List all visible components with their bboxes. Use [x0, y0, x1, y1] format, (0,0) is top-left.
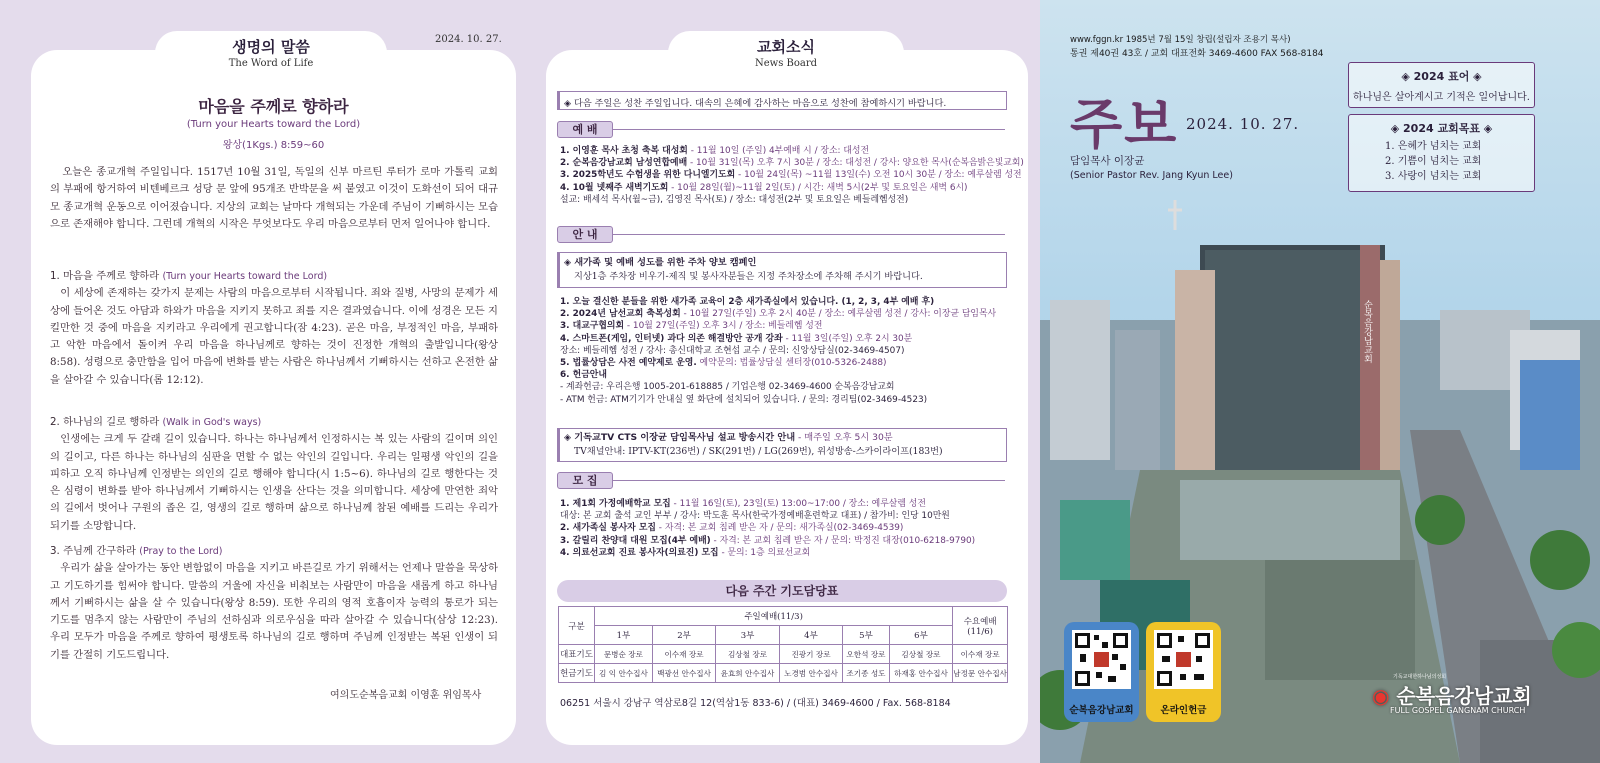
prayer-cell: 조기종 성도 [843, 664, 889, 683]
wed-group-date: (11/6) [967, 626, 993, 637]
service-header: 5부 [843, 626, 889, 645]
prayer-row [559, 645, 1008, 664]
parking-title: ◈ 새가족 및 예배 성도를 위한 주차 양보 캠페인 [564, 257, 757, 268]
offering-qr-card[interactable] [1146, 622, 1221, 722]
prayer-table-header-row [559, 607, 1008, 626]
prayer-cell: 남정문 안수집사 [953, 664, 1008, 683]
recruit-list [560, 498, 1005, 559]
prayer-cell: 이수재 장로 [953, 645, 1008, 664]
section-1-english: (Turn your Hearts toward the Lord) [162, 271, 328, 282]
communion-notice: ◈ 다음 주일은 성찬 주일입니다. 대속의 은혜에 감사하는 마음으로 성찬에 참예하시기 바랍니다. [557, 91, 1007, 110]
motto-box [1348, 62, 1535, 108]
list-item-title: 4. 10월 넷째주 새벽기도회 [560, 182, 669, 193]
church-logo-english: FULL GOSPEL GANGNAM CHURCH [1390, 706, 1526, 715]
wed-group-label: 수요예배 [963, 616, 997, 627]
prayer-cell: 오한석 장로 [843, 645, 889, 664]
guide-list [560, 296, 1005, 406]
prayer-cell: 하재홍 안수집사 [889, 664, 953, 683]
guide-divider [613, 234, 1005, 235]
list-item-title: 1. 이영훈 목사 초청 축복 대성회 [560, 146, 688, 156]
cover-issue-line: 통권 제40권 43호 / 교회 대표전화 3469-4600 FAX 568-8184 [1070, 49, 1324, 59]
prayer-table-body [559, 645, 1008, 683]
cover-date: 2024. 10. 27. [1186, 115, 1300, 133]
prayer-services-row [559, 626, 1008, 645]
section-3-body: 우리가 삶을 살아가는 동안 변함없이 마음을 지키고 바른길로 가기 위해서는 언제나 말씀을 묵상하고 기도하기를 힘써야 합니다. 말씀의 거울에 자신을 비춰보는 사람만이 마음을 새롭게 하고 하나님께서 기뻐하시는 삶을 살 수 있습니다(왕상 8:59). 또한 우리의 영적 호흡이자 능력의 통로가 되는 기도를 멈추지 않는 사람만이 주님의 선하심과 의로우심을 따라 살아갈 수 있습니다(삼상 12:23). 우리 모두가 마음을 주께로 향하여 평생토록 하나님의 길로 행하며 주님께 인정받는 복된 인생이 되기를 간절히 기도드립니다. [50, 562, 498, 661]
section-2-body: 인생에는 크게 두 갈래 길이 있습니다. 하나는 하나님께서 인정하시는 복 있는 사람의 길이며 의인의 길이고, 다른 하나는 하나님의 심판을 면할 수 없는 악인의 길입니다. 우리는 일평생 악인의 길을 피하고 오직 하나님께 인정받는 의인의 길로 행해야 합니다(시 1:5~6). 하나님의 길로 행한다는 것은 심령이 변화를 받아 하나님께서 기뻐하시는 인생을 산다는 것을 의미합니다. 세상에 만연한 죄악의 길에서 벗어나 구원의 좁은 길, 영생의 길로 행하며 삶으로 하나님께 참된 예배를 드리는 우리가 되기를 소망합니다. [50, 433, 498, 532]
list-item [560, 345, 1005, 357]
prayer-cell: 진광기 장로 [779, 645, 842, 664]
list-item-detail: 설교: 배세석 목사(월~금), 김영진 목사(토) / 장소: 대성전(2부 및 토요일은 베들레헴성전) [560, 194, 909, 205]
list-item [560, 394, 1005, 406]
sermon-signature: 여의도순복음교회 이영훈 위임목사 [330, 690, 482, 701]
news-tab-title: 교회소식 [757, 38, 815, 56]
list-item-title: 2. 2024년 남선교회 축복성회 [560, 309, 681, 320]
church-logo [1372, 680, 1532, 709]
section-3-title: 3. 주님께 간구하라 [50, 545, 136, 557]
offering-qr-code[interactable] [1154, 630, 1213, 689]
word-tab-subtitle: The Word of Life [228, 58, 314, 69]
sermon-section-2 [50, 414, 498, 535]
list-item-title: 3. 대교구협의회 [560, 321, 625, 332]
offering-qr-label: 온라인헌금 [1160, 705, 1207, 716]
list-item-title: 6. 헌금안내 [560, 370, 607, 381]
prayer-cell: 윤효희 안수집사 [716, 664, 779, 683]
list-item-title: 4. 의료선교회 진료 봉사자(의료진) 모집 [560, 547, 719, 558]
list-item-detail: 예약문의: 법률상담실 센터장(010-5326-2488) [696, 358, 887, 369]
list-item [560, 522, 1005, 534]
service-header: 3부 [716, 626, 779, 645]
prayer-cell: 노경범 안수집사 [779, 664, 842, 683]
list-item-detail: - 11월 3일(주일) 오후 2시 30분 [782, 333, 913, 344]
list-item-detail: - 계좌헌금: 우리은행 1005-201-618885 / 기업은행 02-3469-4600 순복음강남교회 [560, 382, 895, 393]
list-item [560, 547, 1005, 559]
prayer-cell: 김 익 안수집사 [595, 664, 653, 683]
list-item [560, 145, 1005, 157]
tv-title: ◈ 기독교TV CTS 이장균 담임목사님 설교 방송시간 안내 [564, 432, 796, 443]
sermon-section-3 [50, 543, 498, 664]
tv-title-line [564, 431, 1002, 445]
church-address: 06251 서울시 강남구 역삼로8길 12(역삼1동 833-6) / (대표) 3469-4600 / Fax. 568-8184 [560, 698, 951, 709]
recruit-label: 모 집 [557, 472, 613, 489]
cover-pastor: 담임목사 이장균 [1070, 155, 1145, 167]
church-qr-code[interactable] [1072, 630, 1131, 689]
motto-heading: ◈ 2024 표어 ◈ [1401, 70, 1482, 83]
denomination-text: 기독교대한하나님의성회 [1393, 674, 1447, 680]
list-item-title: 4. 스마트폰(게임, 인터넷) 과다 의존 해결방안 공개 강좌 [560, 333, 783, 344]
tv-channels: TV채널안내: IPTV-KT(236번) / SK(291번) / LG(269번), 위성방송-스카이라이프(183번) [574, 446, 943, 457]
list-item [560, 296, 1005, 308]
goals-heading: ◈ 2024 교회목표 ◈ [1390, 122, 1493, 135]
wednesday-service-group [953, 607, 1008, 645]
church-qr-card[interactable] [1064, 622, 1139, 722]
list-item [560, 369, 1005, 381]
prayer-schedule-table [558, 606, 1008, 683]
building-sign: 순복음강남교회 [1362, 300, 1372, 363]
bulletin-date: 2024. 10. 27. [435, 34, 502, 45]
list-item-detail: - 문의: 1층 의료선교회 [718, 547, 811, 558]
sermon-title: 마음을 주께로 향하라 [198, 97, 349, 116]
worship-label: 예 배 [557, 121, 613, 138]
list-item-detail: 대상: 본 교회 출석 교인 부부 / 강사: 박도훈 목사(한국가정예배훈련학교 대표) / 참가비: 인당 10만원 [560, 511, 950, 522]
sermon-intro: 오늘은 종교개혁 주일입니다. 1517년 10월 31일, 독일의 신부 마르틴 루터가 로마 가톨릭 교회의 부패에 항거하여 비텐베르크 성당 문 앞에 95개조 반박문을 써 붙였고 이것이 도화선이 되어 대규모 종교개혁 운동으로 이어졌습니다. 지상의 교회는 날마다 개혁되는 가운데 주님이 기뻐하시는 모습으로 존재해야 합니다. 그런데 개혁의 시작은 무엇보다도 우리 마음으로부터 먼저 일어나야 합니다. [50, 166, 498, 230]
section-2-title: 2. 하나님의 길로 행하라 [50, 416, 160, 428]
service-header: 2부 [652, 626, 715, 645]
list-item [560, 182, 1005, 194]
list-item [560, 510, 1005, 522]
list-item-detail: - 자격: 본 교회 침례 받은 자 / 문의: 새가족실(02-3469-4539) [655, 523, 904, 534]
prayer-cell: 김상철 장로 [889, 645, 953, 664]
list-item-title: 2. 순복음강남교회 남성연합예배 [560, 158, 688, 169]
guide-label: 안 내 [557, 226, 613, 243]
list-item-detail: - 11월 16일(토), 23일(토) 13:00~17:00 / 장소: 예루살렘 성전 [670, 499, 926, 509]
sermon-section-1 [50, 268, 498, 389]
recruit-section-header [557, 472, 1005, 489]
service-header: 6부 [889, 626, 953, 645]
list-item-title: 5. 법률상담은 사전 예약제로 운영. [560, 358, 697, 369]
section-3-heading [50, 543, 498, 560]
list-item-title: 1. 제1회 가정예배학교 모집 [560, 499, 671, 509]
church-emblem-icon: ◉ [1372, 684, 1390, 708]
sermon-subtitle: (Turn your Hearts toward the Lord) [186, 119, 361, 130]
prayer-cell: 백광선 안수집사 [652, 664, 715, 683]
section-1-body: 이 세상에 존재하는 갖가지 문제는 사람의 마음으로부터 시작됩니다. 죄와 질병, 사망의 문제가 세상에 들어온 것도 아담과 하와가 마음을 지키지 못하고 죄를 지은 결과였습니다. 이에 성경은 모든 지킬만한 것 중에 마음을 지키라고 우리에게 권고합니다(잠 4:23). 곧은 마음, 부정적인 마음, 부패하고 악한 마음에서 돌이켜 우리 마음을 하나님께로 향하는 것이 진정한 개혁의 출발입니다(왕상 8:58). 성령으로 충만함을 입어 마음에 변화를 받는 사람은 하나님께서 기뻐하시는 선하고 온전한 삶을 살아갈 수 있습니다(롬 12:12). [50, 287, 498, 386]
section-1-heading [50, 268, 498, 285]
word-of-life-tab [155, 31, 387, 71]
parking-campaign-box [557, 252, 1007, 288]
tv-time: - 매주일 오후 5시 30분 [795, 432, 893, 443]
cover-title: 주보 [1070, 93, 1179, 156]
sunday-service-group: 주일예배(11/3) [595, 607, 953, 626]
service-header: 4부 [779, 626, 842, 645]
list-item [560, 320, 1005, 332]
news-tab-subtitle: News Board [754, 58, 818, 69]
worship-list [560, 145, 1024, 206]
prayer-cell: 이수재 장로 [652, 645, 715, 664]
prayer-col-label: 구분 [559, 607, 595, 645]
church-goals-box [1348, 114, 1535, 192]
list-item [560, 194, 1005, 206]
list-item [560, 498, 1005, 510]
list-item-detail: - 10월 27일(주일) 오후 3시 / 장소: 베들레헴 성전 [624, 321, 823, 332]
tv-broadcast-box [557, 428, 1007, 462]
list-item-title: 1. 오늘 결신한 분들을 위한 새가족 교육이 2층 새가족실에서 있습니다. (1, 2, 3, 4부 예배 후) [560, 297, 935, 307]
service-header: 1부 [595, 626, 653, 645]
list-item [560, 333, 1005, 345]
list-item [560, 157, 1024, 169]
prayer-schedule-title: 다음 주간 기도담당표 [557, 580, 1007, 602]
list-item-detail: - 10월 27일(주일) 오후 2시 40분 / 장소: 예루살렘 성전 / 강사: 이장균 담임목사 [680, 309, 997, 320]
cover-website-line: www.fggn.kr 1985년 7월 15일 창립(설립자 조용기 목사) [1070, 35, 1291, 45]
sermon-reference: 왕상(1Kgs.) 8:59~60 [222, 140, 325, 151]
worship-divider [613, 129, 1005, 130]
prayer-row-label: 대표기도 [559, 645, 595, 664]
list-item [560, 308, 1005, 320]
goal-item: 1. 은혜가 넘치는 교회 [1385, 141, 1482, 152]
list-item [560, 381, 1005, 393]
prayer-cell: 문병순 장로 [595, 645, 653, 664]
section-1-title: 1. 마음을 주께로 향하라 [50, 270, 160, 282]
worship-section-header [557, 121, 1005, 138]
list-item [560, 535, 1005, 547]
cover-pastor-english: (Senior Pastor Rev. Jang Kyun Lee) [1070, 170, 1233, 181]
list-item-detail: - 10월 28일(월)~11월 2일(토) / 시간: 새벽 5시(2부 및 토요일은 새벽 6시) [668, 182, 968, 193]
list-item-detail: - ATM 헌금: ATM기기가 안내실 옆 화단에 설치되어 있습니다. / 문의: 경리팀(02-3469-4523) [560, 394, 928, 405]
parking-text: 지상1층 주차장 비우기-제직 및 봉사자분들은 지정 주차장소에 주차해 주시기 바랍니다. [574, 271, 923, 282]
motto-text: 하나님은 살아계시고 기적은 일어납니다. [1353, 92, 1530, 103]
qr-code-icon [1072, 630, 1131, 689]
section-3-english: (Pray to the Lord) [139, 546, 223, 557]
recruit-divider [613, 480, 1005, 481]
list-item-title: 2. 새가족실 봉사자 모집 [560, 523, 656, 534]
qr-code-icon [1154, 630, 1213, 689]
prayer-row [559, 664, 1008, 683]
goals-list [1349, 139, 1534, 184]
goal-item: 2. 기쁨이 넘치는 교회 [1385, 156, 1482, 167]
list-item-detail: - 11월 10일 (주일) 4부예배 시 / 장소: 대성전 [687, 146, 870, 156]
news-board-tab [668, 31, 904, 71]
list-item [560, 169, 1022, 181]
list-item-title: 3. 갈릴리 찬양대 대원 모집(4부 예배) [560, 535, 711, 546]
list-item-detail: - 10월 24일(목) ~11월 13일(수) 오전 10시 30분 / 장소: 예루살렘 성전 [735, 170, 1022, 181]
church-qr-label: 순복음강남교회 [1069, 705, 1134, 716]
list-item-detail: - 10월 31일(목) 오후 7시 30분 / 장소: 대성전 / 강사: 양요한 목사(순복음밝은빛교회) [687, 158, 1024, 169]
church-logo-text: 순복음강남교회 [1396, 684, 1532, 708]
section-2-heading [50, 414, 498, 431]
prayer-cell: 김상철 장로 [716, 645, 779, 664]
section-2-english: (Walk in God's ways) [162, 417, 262, 428]
list-item [560, 357, 1005, 369]
list-item-title: 3. 2025학년도 수험생을 위한 다니엘기도회 [560, 170, 736, 181]
goal-item: 3. 사랑이 넘치는 교회 [1385, 171, 1482, 182]
list-item-detail: - 자격: 본 교회 침례 받은 자 / 문의: 박정진 대장(010-6218-9790) [710, 535, 976, 546]
word-tab-title: 생명의 말씀 [232, 38, 310, 56]
prayer-row-label: 헌금기도 [559, 664, 595, 683]
list-item-detail: 장소: 베들레헴 성전 / 강사: 총신대학교 조현섭 교수 / 문의: 신앙상담실(02-3469-4507) [560, 345, 905, 356]
guide-section-header [557, 226, 1005, 243]
